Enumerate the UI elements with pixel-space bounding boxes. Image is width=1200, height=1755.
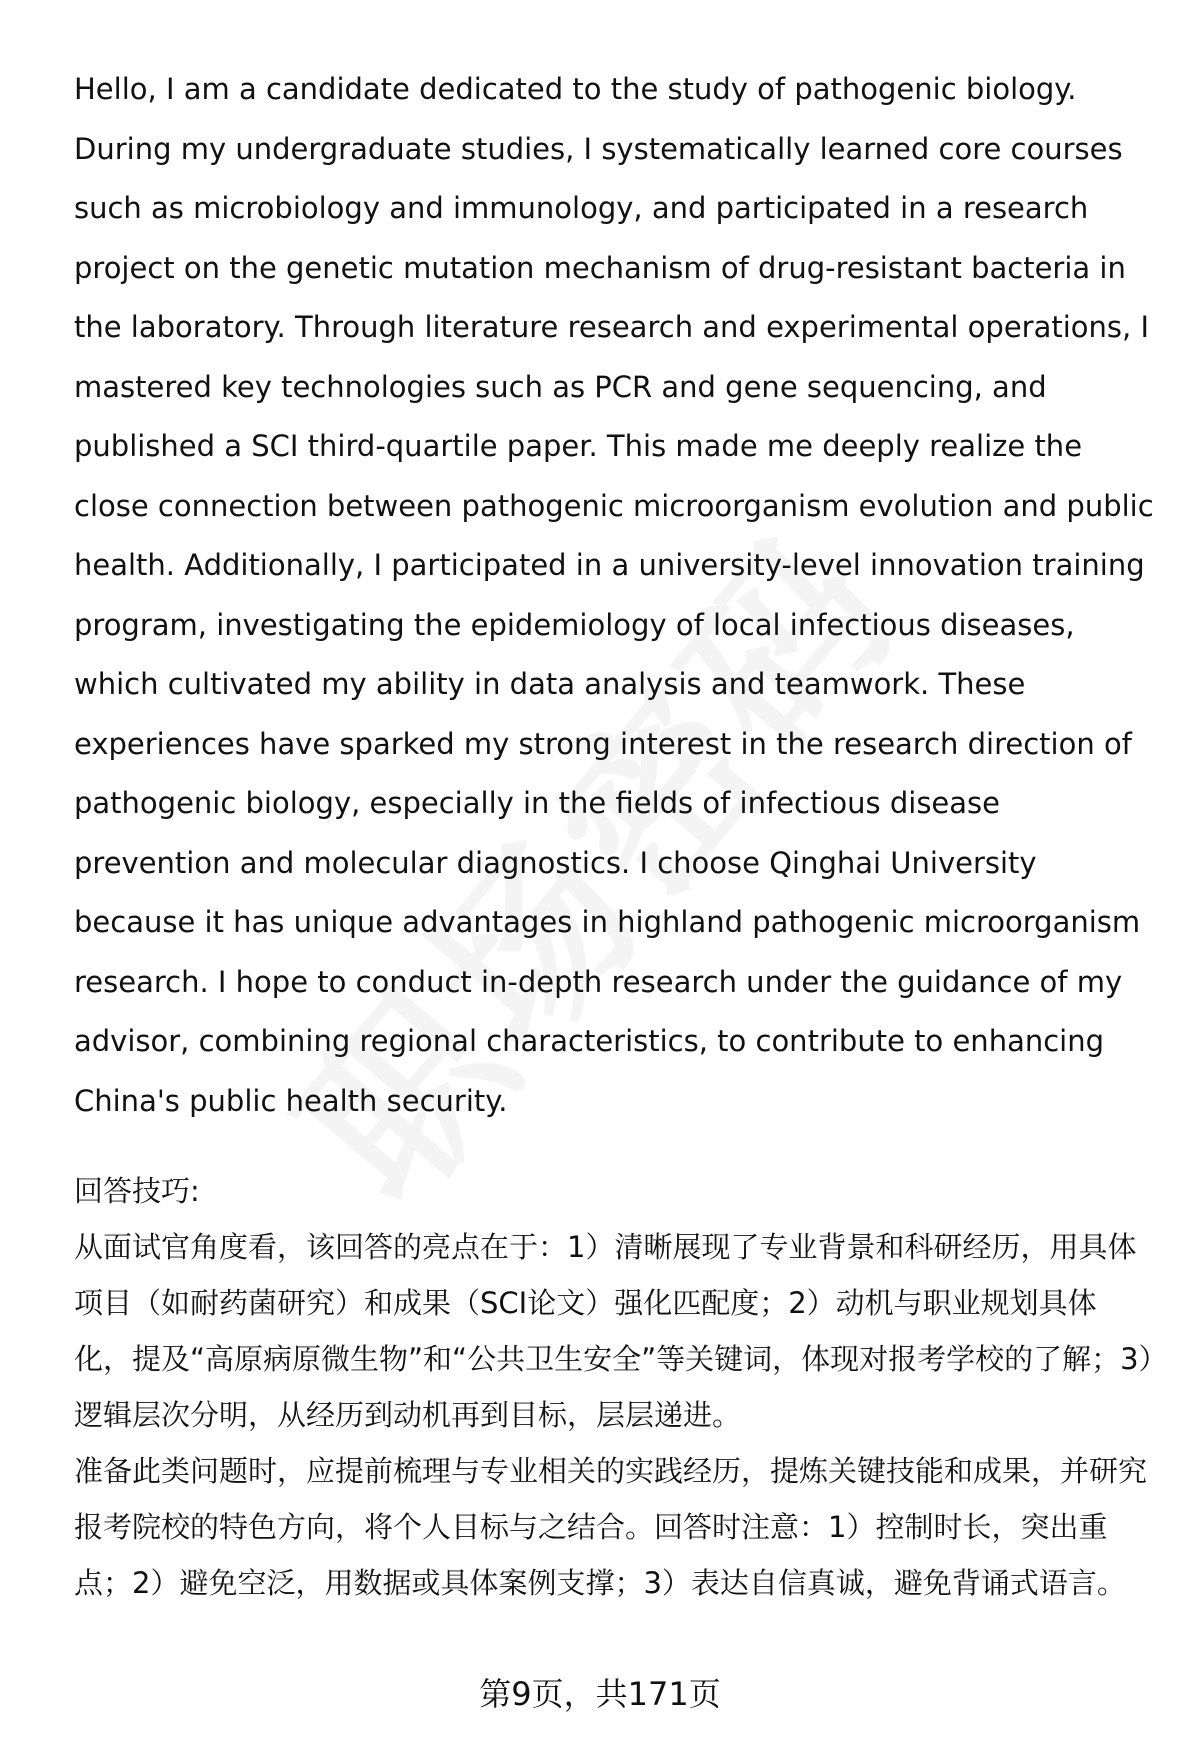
- page-content: [74, 60, 1154, 1611]
- answer-paragraph: Hello, I am a candidate dedicated to the study of pathogenic biology. During my undergraduate studies, I systematically learned core courses such as microbiology and immunology, and participated in a research project on the genetic mutation mechanism of drug-resistant bacteria in the laboratory. Through literature research and experimental operations, I mastered key technologies such as PCR and gene sequencing, and published a SCI third-quartile paper. This made me deeply realize the close connection between pathogenic microorganism evolution and public health. Additionally, I participated in a university-level innovation training program, investigating the epidemiology of local infectious diseases, which cultivated my ability in data analysis and teamwork. These experiences have sparked my strong interest in the research direction of pathogenic biology, especially in the fields of infectious disease prevention and molecular diagnostics. I choose Qinghai University because it has unique advantages in highland pathogenic microorganism research. I hope to conduct in-depth research under the guidance of my advisor, combining regional characteristics, to contribute to enhancing China's public health security.: [74, 72, 1154, 1118]
- tips-paragraph-2: 准备此类问题时，应提前梳理与专业相关的实践经历，提炼关键技能和成果，并研究报考院校的特色方向，将个人目标与之结合。回答时注意：1）控制时长，突出重点；2）避免空泛，用数据或具体案例支撑；3）表达自信真诚，避免背诵式语言。: [74, 1454, 1148, 1600]
- tips-heading: 回答技巧:: [74, 1174, 200, 1208]
- tips-paragraph-1: 从面试官角度看，该回答的亮点在于：1）清晰展现了专业背景和科研经历，用具体项目（如耐药菌研究）和成果（SCI论文）强化匹配度；2）动机与职业规划具体化，提及“高原病原微生物”和“公共卫生安全”等关键词，体现对报考学校的了解；3）逻辑层次分明，从经历到动机再到目标，层层递进。: [74, 1230, 1154, 1432]
- page-number-footer: 第9页，共171页: [479, 1675, 721, 1713]
